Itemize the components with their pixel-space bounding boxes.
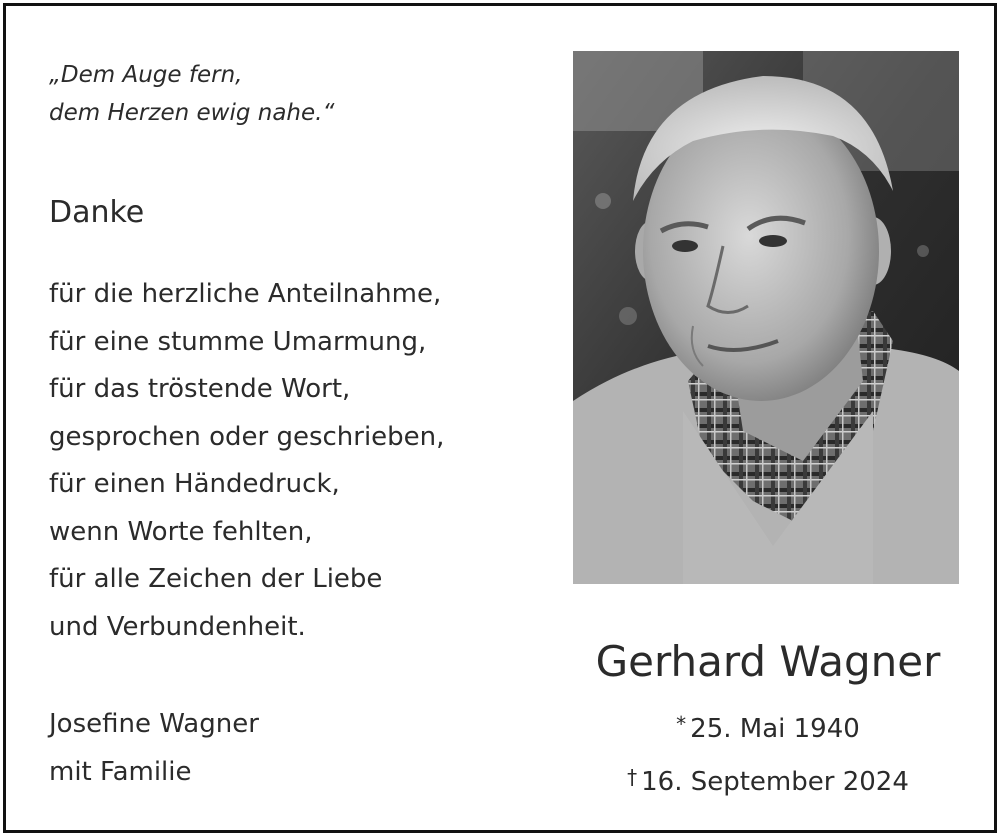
death-date-line: [563, 753, 973, 806]
quote-line-1: „Dem Auge fern,: [49, 62, 243, 88]
death-date: 16. September 2024: [641, 767, 909, 797]
cross-icon: †: [627, 765, 638, 789]
thanks-heading: Danke: [49, 195, 145, 230]
thanks-text: [49, 271, 444, 651]
thanks-line: gesprochen oder geschrieben,: [49, 421, 445, 452]
thanks-line: für das tröstende Wort,: [49, 374, 351, 404]
birth-date-line: [563, 700, 973, 753]
thanks-line: für einen Händedruck,: [49, 469, 340, 499]
quote-block: [49, 56, 334, 132]
quote-line-2: dem Herzen ewig nahe.“: [49, 100, 335, 126]
thanks-line: für alle Zeichen der Liebe: [49, 564, 383, 594]
portrait-photo: [573, 51, 959, 584]
life-dates: [563, 700, 973, 806]
signer-family: mit Familie: [49, 757, 192, 787]
deceased-name: Gerhard Wagner: [595, 637, 941, 686]
thanks-line: und Verbundenheit.: [49, 611, 306, 642]
signers-block: [49, 700, 259, 796]
birth-date: 25. Mai 1940: [690, 714, 860, 744]
thanks-line: für die herzliche Anteilnahme,: [49, 279, 442, 309]
signer-name: Josefine Wagner: [49, 709, 259, 739]
thanks-line: wenn Worte fehlten,: [49, 516, 313, 547]
thanks-line: für eine stumme Umarmung,: [49, 326, 427, 357]
birth-star-icon: *: [676, 712, 687, 736]
